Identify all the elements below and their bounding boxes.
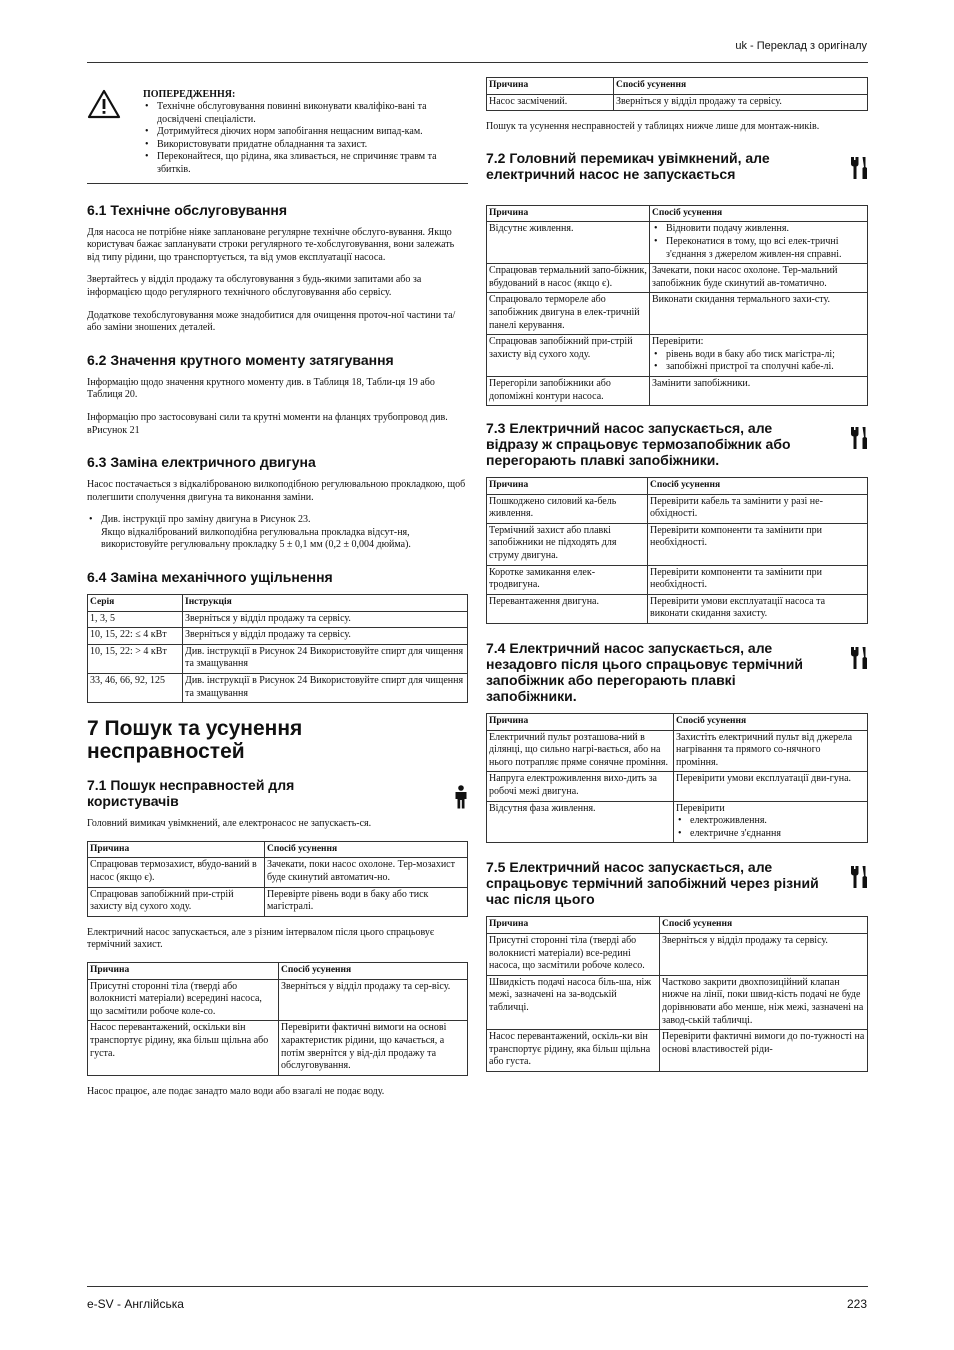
list-item: • електроживлення. [676,815,865,828]
table-row [88,979,468,1021]
table-cell: Перевантаження двигуна. [487,594,648,623]
list-item: • електричне з'єднання [676,828,865,841]
table-row [487,772,868,801]
table-cell: Пошкоджено силовий ка-бель живлення. [487,494,648,523]
table-row [88,887,468,916]
paragraph: Насос працює, але подає занадто мало води або взагалі не подає воду. [87,1085,385,1097]
tools-icon [838,640,868,670]
table-header: Причина [487,78,614,95]
section-title-7-4: 7.4 Електричний насос запускається, але незадовго після цього спрацьовує термічний запобіжник або перегорають плавкі запобіжники. [486,640,803,705]
paragraph: Звертайтесь у відділ продажу та обслуговування з будь-якими запитами або за інформацією щодо регулярного технічного обслуговування або сервісу. [87,274,422,298]
table-header: Спосіб усунення [660,917,868,934]
table-header: Спосіб усунення [650,205,868,222]
table-cell: Спрацював термальний запо-біжник, вбудований в насос (якщо є). [487,264,650,293]
paragraph: Інформацію про застосовувані сили та крутні моменти на фланцях трубопровод див. вРисунок 21 [87,411,448,436]
table-header: Причина [487,917,660,934]
table-row [487,523,868,565]
table-header: Спосіб усунення [265,841,468,858]
list-item: • Переконатися в тому, що всі елек-тричні з'єднання з джерелом живлен-ня справні. [652,236,865,261]
list-item: • Відновити подачу живлення. [652,223,865,236]
warning-title: ПОПЕРЕДЖЕННЯ: [143,89,236,100]
table-cell: Див. інструкції в Рисунок 24 Використовуйте спирт для чищення та змащування [183,674,468,703]
troubleshoot-table-7-2 [486,205,868,406]
paragraph: Додаткове техобслуговування може знадобитися для очищення проточ-ної частини та/або заміни зношених деталей. [87,309,456,334]
table-cell: Коротке замикання елек-тродвигуна. [487,565,648,594]
section-title-6-4: 6.4 Заміна механічного ущільнення [87,569,333,586]
troubleshoot-table-7-4 [486,713,868,843]
right-column [486,77,868,1082]
table-row [487,1030,868,1072]
cell-lead: Перевірити [676,802,725,814]
table-row [487,730,868,772]
table-cell: Присутні сторонні тіла (тверді або волокнисті матеріали) всередині насоса, що засмітили робоче коле-со. [88,979,279,1021]
table-row [487,801,868,843]
table-cell: Зверніться у відділ продажу та сервісу. [183,611,468,628]
table-cell: Замінити запобіжники. [650,376,868,405]
section-heading-7-3 [486,420,868,468]
table-row [487,933,868,975]
user-icon [438,777,468,809]
table-cell: Зверніться у відділ продажу та сер-вісу. [279,979,468,1021]
table-cell: Спрацював запобіжний при-стрій захисту від сухого ходу. [88,887,265,916]
troubleshoot-table-continued [486,77,868,111]
table-header: Причина [88,962,279,979]
table-cell: Насос перевантажений, оскіль-ки він транспортує рідину, яка більш щільна або густа. [487,1030,660,1072]
table-row [88,1021,468,1075]
paragraph: Головний вимикач увімкнений, але електронасос не запускаєть-ся. [87,818,372,830]
paragraph: Інформацію щодо значення крутного моменту див. в Таблиця 18, Табли-ця 19 або Таблиця 20. [87,376,435,401]
troubleshoot-table-user-2 [87,962,468,1076]
list-item: • Дотримуйтеся діючих норм запобігання нещасним випад-кам. [143,126,468,139]
table-cell: Спрацював запобіжний при-стрій захисту від сухого ходу. [487,335,650,377]
bullet-text: Див. інструкції про заміну двигуна в Рисунок 23. [101,514,311,526]
table-header: Причина [88,841,265,858]
table-cell: 1, 3, 5 [88,611,183,628]
table-cell: Напруга електроживлення вихо-дить за робочі межі двигуна. [487,772,674,801]
table-cell: Електричний пульт розташова-ний в ділянці, що сильно нагрі-вається, або на нього потрапляє пряме сонячне проміння. [487,730,674,772]
bullet-continuation: Якщо відкалібрований вилкоподібна регулювальна прокладка відсут-ня, використовуйте регулювальну прокладку 5 ± 0,1 мм (0,2 ± 0,004 дюйма). [101,526,411,551]
paragraph: Пошук та усунення несправностей у таблицях нижче лише для монтаж-ників. [486,121,820,133]
table-header: Спосіб усунення [648,478,868,495]
table-cell: Частково закрити двохпозиційний клапан нижче на лінії, поки швид-кість подачі не буде дорівнювати або менше, ніж межі, зазначені на завод-ській табличці. [660,975,868,1029]
table-row [487,975,868,1029]
section-title-6-3: 6.3 Заміна електричного двигуна [87,454,316,471]
page-header: uk - Переклад з оригіналу [735,40,867,52]
tools-icon [838,150,868,180]
warning-list [143,101,468,177]
table-cell: Перегоріли запобіжники або допоміжні контури насоса. [487,376,650,405]
table-row [487,293,868,335]
table-row [487,222,868,264]
chapter-title-7: 7 Пошук та усунення несправностей [87,717,303,764]
page-number: 223 [846,1297,867,1311]
table-cell: Захистіть електричний пульт від джерела нагрівання та прямого со-нячного проміння. [674,730,868,772]
bullet-list [87,514,468,552]
table-header: Причина [487,714,674,731]
table-header: Спосіб усунення [279,962,468,979]
section-heading-7-5 [486,859,868,907]
table-header: Спосіб усунення [614,78,868,95]
seal-table [87,594,468,703]
table-row [88,858,468,887]
table-cell: Насос засмічений. [487,94,614,111]
table-row [487,594,868,623]
table-row [487,335,868,377]
troubleshoot-table-user-1 [87,841,468,917]
table-cell: Відсутня фаза живлення. [487,801,674,843]
table-cell: Перевірити кабель та замінити у разі не-обхідності. [648,494,868,523]
paragraph: Для насоса не потрібне ніяке заплановане регулярне технічне обслуго-вування. Якщо користувач бажає запланувати строки регулярного те-хобслуговування, вони залежать від типу рідини, що транспортується, та від умов експлуатації насоса. [87,226,455,263]
table-cell: 33, 46, 66, 92, 125 [88,674,183,703]
table-cell: Перевірити компоненти та замінити при необхідності. [648,565,868,594]
table-header: Інструкція [183,595,468,612]
list-item: • Переконайтеся, що рідина, яка зливається, не спричиняє травм та збитків. [143,151,468,176]
table-row [88,611,468,628]
table-row [88,644,468,673]
list-item: • запобіжні пристрої та сполучні кабе-лі. [652,361,865,374]
header-rule [87,62,868,63]
table-cell: Перевірити умови експлуатації насоса та виконати скидання захисту. [648,594,868,623]
table-row [487,494,868,523]
table-header: Спосіб усунення [674,714,868,731]
section-title-6-2: 6.2 Значення крутного моменту затягування [87,351,394,368]
table-cell [674,801,868,843]
left-column [87,77,468,1108]
table-cell: 10, 15, 22: > 4 кВт [88,644,183,673]
list-item: • рівень води в баку або тиск магістра-лі; [652,349,865,362]
table-row [487,94,868,111]
table-cell: Перевірити фактичні вимоги до по-тужності на основі властивостей ріди- [660,1030,868,1072]
table-cell: Перевірити фактичні вимоги на основі характеристик рідини, що качається, а потім звернітся у від-діл продажу та обслуговування. [279,1021,468,1075]
list-item [87,514,468,552]
table-cell: Перевірити умови експлуатації дви-гуна. [674,772,868,801]
table-cell: Зачекати, поки насос охолоне. Тер-мозахист буде скинутий автоматич-но. [265,858,468,887]
table-cell: Спрацювало термореле або запобіжник двигуна в елек-тричній панелі керування. [487,293,650,335]
section-title-7-1: 7.1 Пошук несправностей для користувачів [87,777,295,810]
section-title-7-3: 7.3 Електричний насос запускається, але відразу ж спрацьовує термозапобіжник або перегорають плавкі запобіжники. [486,420,791,469]
table-cell: Відсутнє живлення. [487,222,650,264]
section-title-6-1: 6.1 Технічне обслуговування [87,201,288,218]
table-cell [650,335,868,377]
table-cell: Зверніться у відділ продажу та сервісу. [660,933,868,975]
table-cell: Виконати скидання термального захи-сту. [650,293,868,335]
table-cell: Зверніться у відділ продажу та сервісу. [614,94,868,111]
table-cell: Перевірте рівень води в баку або тиск магістралі. [265,887,468,916]
table-row [487,376,868,405]
table-row [88,628,468,645]
footer-left: e-SV - Англійська [87,1297,184,1311]
table-cell: Швидкість подачі насоса біль-ша, ніж межі, зазначені на за-водській табличці. [487,975,660,1029]
table-cell [650,222,868,264]
table-cell: Зверніться у відділ продажу та сервісу. [183,628,468,645]
paragraph: Насос постачається з відкаліброваною вилкоподібною регулювальною прокладкою, щоб полегшити сполучення двигуна та виконання заміни. [87,479,466,503]
table-cell: Спрацював термозахист, вбудо-ваний в насос (якщо є). [88,858,265,887]
table-cell: Див. інструкції в Рисунок 24 Використовуйте спирт для чищення та змащування [183,644,468,673]
section-heading-7-1 [87,777,468,809]
list-item: • Використовувати придатне обладнання та захист. [143,139,468,152]
table-row [487,264,868,293]
section-heading-7-4 [486,640,868,704]
warning-box [87,77,468,184]
tools-icon [838,420,868,450]
table-row [88,674,468,703]
table-cell: Насос перевантажений, оскільки він транспортує рідину, яка більш щільна або густа. [88,1021,279,1075]
tools-icon [838,859,868,889]
footer-rule [87,1286,868,1287]
table-cell: Присутні сторонні тіла (тверді або волокнисті матеріали) все-редині насоса, що засмітили робоче колесо. [487,933,660,975]
table-cell: Перевірити компоненти та замінити при необхідності. [648,523,868,565]
section-title-7-2: 7.2 Головний перемикач увімкнений, але електричний насос не запускається [486,149,770,182]
troubleshoot-table-7-3 [486,477,868,624]
table-cell: Термічний захист або плавкі запобіжники не підходять для струму двигуна. [487,523,648,565]
section-heading-7-2 [486,150,868,182]
list-item: • Технічне обслуговування повинні виконувати кваліфіко-вані та досвідчені спеціалісти. [143,101,468,126]
table-cell: Зачекати, поки насос охолоне. Тер-мальний запобіжник буде скинутий ав-томатично. [650,264,868,293]
table-row [487,565,868,594]
table-header: Причина [487,478,648,495]
paragraph: Електричний насос запускається, але з різним інтервалом після цього спрацьовує термічний захист. [87,926,435,951]
cell-lead: Перевірити: [652,336,704,348]
table-cell: 10, 15, 22: ≤ 4 кВт [88,628,183,645]
warning-icon [87,89,143,177]
section-title-7-5: 7.5 Електричний насос запускається, але спрацьовує термічний запобіжний через різний час після цього [486,859,819,908]
troubleshoot-table-7-5 [486,916,868,1072]
table-header: Серія [88,595,183,612]
table-header: Причина [487,205,650,222]
